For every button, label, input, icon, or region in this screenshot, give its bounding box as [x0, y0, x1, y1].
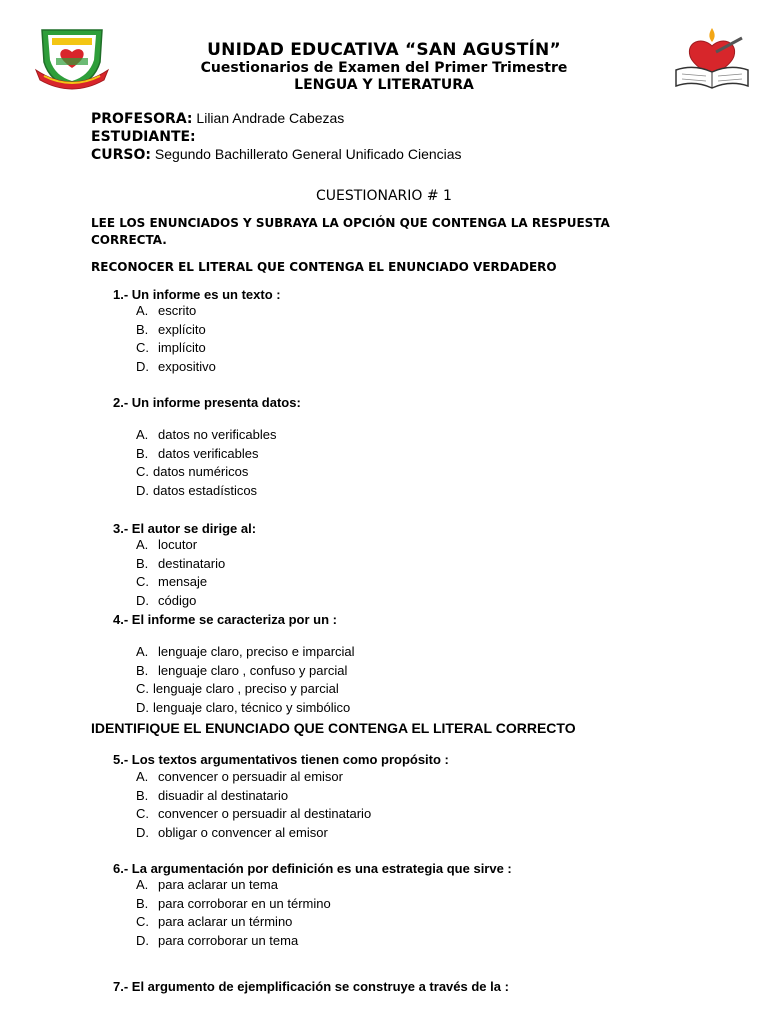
question-2: 2.- Un informe presenta datos: [113, 395, 301, 410]
option-text: lenguaje claro, técnico y simbólico [153, 699, 351, 715]
option-text: código [158, 592, 197, 608]
option-text: destinatario [158, 555, 226, 571]
option-a[interactable] [136, 643, 355, 662]
option-text: para aclarar un tema [158, 877, 278, 892]
option-text: datos no verificables [158, 427, 277, 442]
option-text: datos verificables [158, 445, 259, 461]
option-text: expositivo [158, 358, 216, 374]
option-letter: A. [136, 303, 149, 318]
option-text: convencer o persuadir al destinatario [158, 806, 372, 822]
option-text: convencer o persuadir al emisor [158, 769, 343, 784]
option-text: explícito [158, 321, 206, 337]
question-1-options [136, 302, 216, 376]
option-letter: D. [136, 932, 149, 948]
option-text: implícito [158, 340, 206, 356]
exam-subtitle: Cuestionarios de Examen del Primer Trimestre [200, 60, 568, 76]
teacher-line [91, 110, 731, 128]
option-letter: A. [136, 769, 149, 784]
question-1: 1.- Un informe es un texto : [113, 287, 281, 302]
option-c[interactable] [136, 680, 355, 699]
option-letter: D. [136, 824, 149, 840]
section1-title: RECONOCER EL LITERAL QUE CONTENGA EL ENUNCIADO VERDADERO [91, 260, 557, 274]
question-4: 4.- El informe se caracteriza por un : [113, 612, 337, 627]
teacher-value: Lilian Andrade Cabezas [196, 110, 345, 126]
subject-title: LENGUA Y LITERATURA [294, 77, 474, 93]
question-3: 3.- El autor se dirige al: [113, 521, 257, 536]
option-d[interactable] [136, 824, 371, 843]
question-4-options [136, 643, 355, 717]
option-letter: C. [136, 806, 149, 822]
question-6: 6.- La argumentación por definición es una estrategia que sirve : [113, 861, 512, 876]
course-value: Segundo Bachillerato General Unificado Ciencias [154, 146, 462, 162]
question-2-options [136, 426, 277, 500]
option-a[interactable] [136, 768, 371, 787]
question-5-options [136, 768, 371, 842]
option-letter: C. [136, 681, 149, 697]
teacher-label: PROFESORA: [91, 111, 193, 127]
section2-title: IDENTIFIQUE EL ENUNCIADO QUE CONTENGA EL LITERAL CORRECTO [91, 720, 576, 736]
option-a[interactable] [136, 536, 225, 555]
option-b[interactable] [136, 895, 331, 914]
option-letter: D. [136, 592, 149, 608]
option-letter: B. [136, 445, 149, 461]
option-b[interactable] [136, 321, 216, 340]
option-text: lenguaje claro, preciso e imparcial [158, 644, 355, 659]
option-b[interactable] [136, 445, 277, 464]
option-d[interactable] [136, 699, 355, 718]
option-c[interactable] [136, 463, 277, 482]
option-text: para aclarar un término [158, 914, 293, 930]
option-letter: D. [136, 358, 149, 374]
option-text: locutor [158, 537, 198, 552]
option-letter: A. [136, 644, 149, 659]
option-text: obligar o convencer al emisor [158, 824, 328, 840]
option-letter: B. [136, 895, 149, 911]
option-text: disuadir al destinatario [158, 787, 289, 803]
option-text: escrito [158, 303, 197, 318]
option-letter: B. [136, 787, 149, 803]
option-letter: D. [136, 482, 149, 498]
student-line [91, 128, 731, 146]
option-d[interactable] [136, 482, 277, 501]
option-b[interactable] [136, 662, 355, 681]
option-d[interactable] [136, 932, 331, 951]
option-letter: B. [136, 321, 149, 337]
school-name: UNIDAD EDUCATIVA “SAN AGUSTÍN” [207, 40, 561, 60]
option-text: para corroborar en un término [158, 895, 331, 911]
option-b[interactable] [136, 555, 225, 574]
question-3-options [136, 536, 225, 610]
option-letter: A. [136, 877, 149, 892]
option-d[interactable] [136, 592, 225, 611]
option-text: mensaje [158, 574, 208, 590]
option-c[interactable] [136, 339, 216, 358]
course-line [91, 146, 731, 164]
option-letter: C. [136, 464, 149, 480]
option-letter: A. [136, 427, 149, 442]
option-letter: A. [136, 537, 149, 552]
option-letter: C. [136, 340, 149, 356]
option-b[interactable] [136, 787, 371, 806]
student-label: ESTUDIANTE: [91, 129, 196, 145]
course-label: CURSO: [91, 147, 152, 163]
quiz-title: CUESTIONARIO # 1 [316, 188, 452, 204]
option-letter: C. [136, 574, 149, 590]
instructions: LEE LOS ENUNCIADOS Y SUBRAYA LA OPCIÓN QUE CONTENGA LA RESPUESTA CORRECTA. [91, 216, 610, 247]
question-6-options [136, 876, 331, 950]
question-7: 7.- El argumento de ejemplificación se construye a través de la : [113, 979, 509, 994]
option-text: datos numéricos [153, 464, 249, 480]
document-header [0, 40, 768, 94]
option-text: lenguaje claro , confuso y parcial [158, 662, 348, 678]
question-5: 5.- Los textos argumentativos tienen como propósito : [113, 752, 449, 767]
option-a[interactable] [136, 302, 216, 321]
option-a[interactable] [136, 426, 277, 445]
option-text: para corroborar un tema [158, 932, 299, 948]
option-text: lenguaje claro , preciso y parcial [153, 681, 339, 697]
option-d[interactable] [136, 358, 216, 377]
option-letter: B. [136, 555, 149, 571]
option-letter: D. [136, 699, 149, 715]
option-letter: B. [136, 662, 149, 678]
option-a[interactable] [136, 876, 331, 895]
option-c[interactable] [136, 913, 331, 932]
option-letter: C. [136, 914, 149, 930]
student-info [91, 110, 731, 164]
option-c[interactable] [136, 805, 371, 824]
option-c[interactable] [136, 573, 225, 592]
option-text: datos estadísticos [153, 482, 258, 498]
